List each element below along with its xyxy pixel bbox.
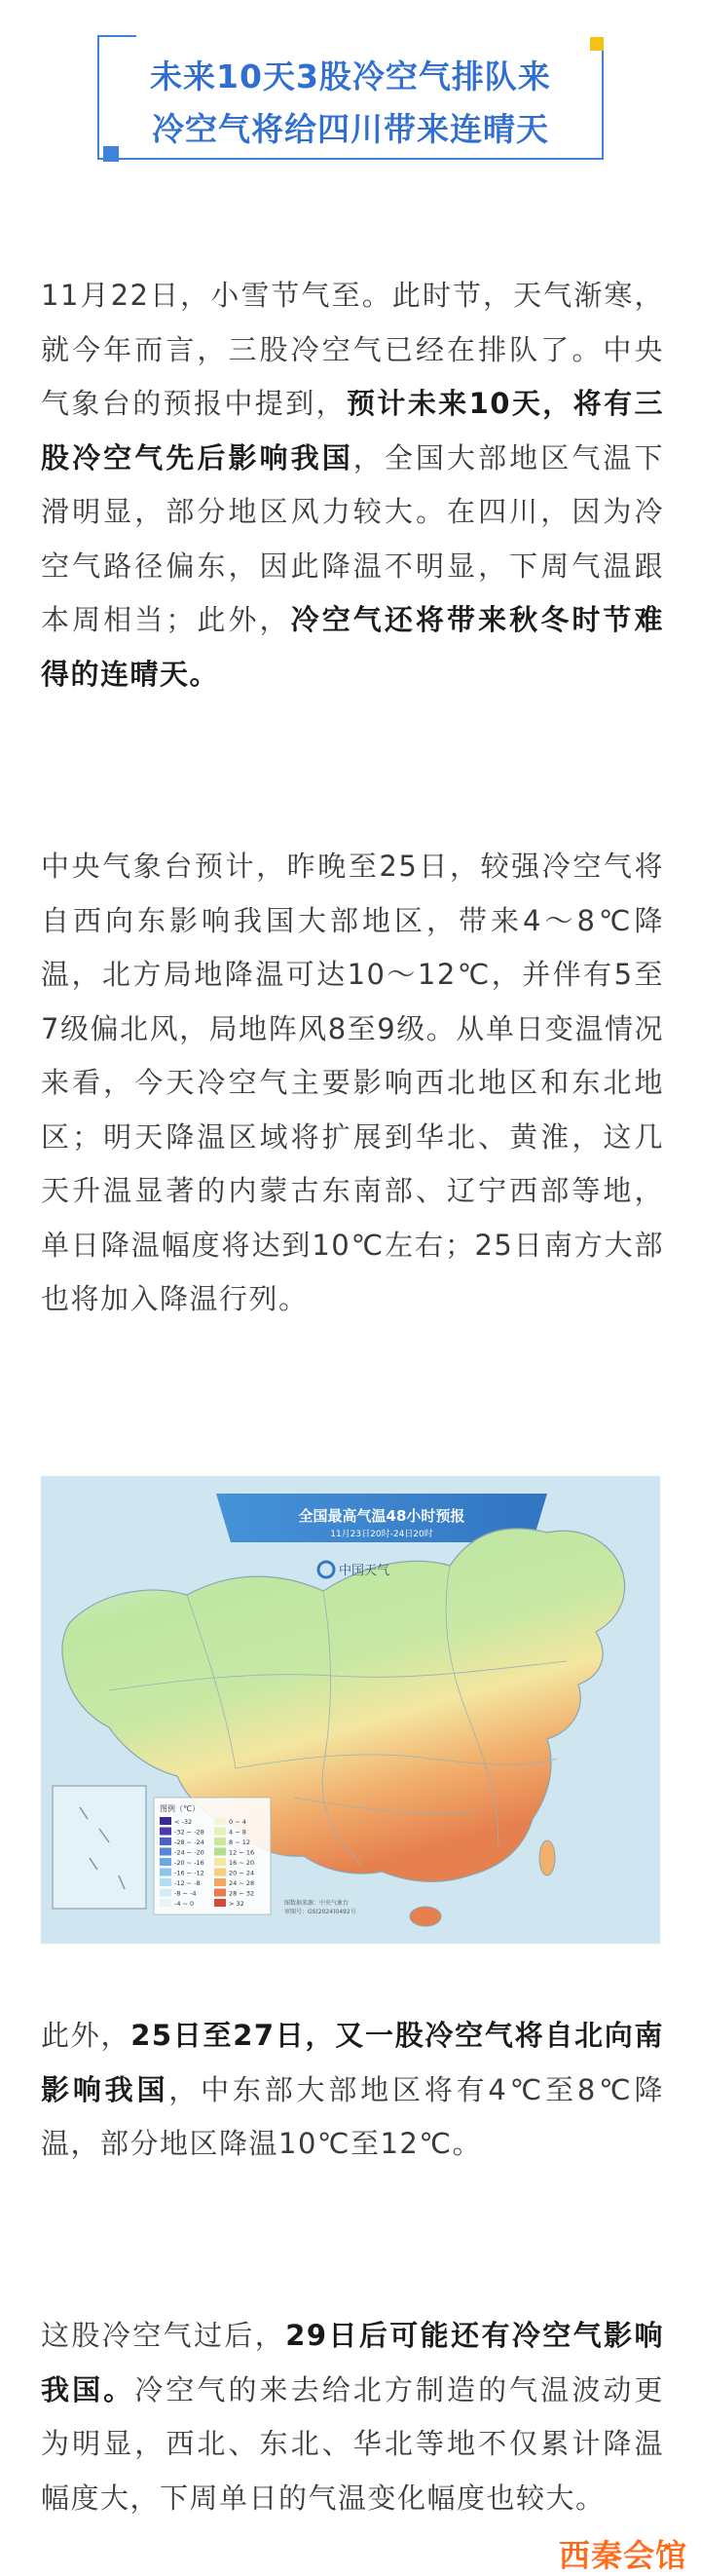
body-text: 这股冷空气过后，	[41, 2319, 286, 2352]
hainan-island	[410, 1907, 441, 1926]
legend-swatch	[214, 1817, 226, 1825]
paragraph-2	[41, 840, 664, 1327]
body-text: ，中东部大部地区将有4℃至8℃降温，部分地区降温10℃至12℃。	[41, 2072, 664, 2160]
legend-swatch	[214, 1878, 226, 1886]
paragraph-3	[41, 2009, 664, 2172]
map-title: 全国最高气温48小时预报	[298, 1507, 465, 1525]
legend-label: -4 ~ 0	[174, 1900, 195, 1908]
legend-swatch	[160, 1858, 171, 1866]
taiwan-island	[539, 1840, 555, 1875]
legend-swatch	[160, 1837, 171, 1845]
legend-swatch	[214, 1889, 226, 1897]
legend-label: -20 ~ -16	[174, 1859, 204, 1867]
legend-swatch	[160, 1899, 171, 1907]
legend-label: > 32	[229, 1900, 244, 1908]
map-footnote-1: 图数据来源：中央气象台	[284, 1900, 350, 1907]
legend-swatch	[214, 1837, 226, 1845]
legend-label: 24 ~ 28	[229, 1879, 255, 1887]
legend-swatch	[160, 1869, 171, 1876]
legend-swatch	[214, 1848, 226, 1856]
legend-swatch	[160, 1817, 171, 1825]
emphasis-text: 预计未来10天，将有三股冷空气先后影响我国	[41, 387, 664, 474]
legend-label: -24 ~ -20	[174, 1848, 204, 1857]
legend-label: 28 ~ 32	[229, 1889, 255, 1898]
legend-label: < -32	[174, 1818, 193, 1826]
legend-label: 4 ~ 8	[229, 1828, 246, 1837]
legend-swatch	[214, 1858, 226, 1866]
body-text: 冷空气的来去给北方制造的气温波动更为明显，西北、东北、华北等地不仅累计降温幅度大，下周单日的气温变化幅度也较大。	[41, 2372, 664, 2515]
legend-label: 8 ~ 12	[229, 1838, 250, 1846]
watermark: 西秦会馆	[558, 2537, 687, 2574]
map-svg	[41, 1476, 660, 1944]
paragraph-1	[41, 269, 664, 701]
legend-swatch	[160, 1878, 171, 1886]
emphasis-text: 29日后可能还有冷空气影响我国。	[41, 2319, 664, 2406]
legend-label: 20 ~ 24	[229, 1869, 255, 1877]
legend-swatch	[214, 1869, 226, 1876]
map-brand: 中国天气	[339, 1564, 390, 1578]
body-text: 此外，	[41, 2019, 131, 2052]
map-footnote-2: 审图号：GS(2024)0492号	[284, 1909, 356, 1915]
emphasis-text: 25日至27日，又一股冷空气将自北向南影响我国	[41, 2019, 664, 2106]
temperature-forecast-map	[41, 1476, 660, 1944]
legend-label: -32 ~ -28	[174, 1828, 204, 1837]
emphasis-text: 冷空气还将带来秋冬时节难得的连晴天。	[41, 603, 664, 691]
legend-swatch	[160, 1848, 171, 1856]
legend-swatch	[214, 1899, 226, 1907]
legend-label: 16 ~ 20	[229, 1859, 255, 1867]
south-sea-inset	[53, 1786, 146, 1909]
legend-title: 图例（℃）	[160, 1804, 200, 1813]
body-text: 11月22日，小雪节气至。此时节，天气渐寒，就今年而言，三股冷空气已经在排队了。中央气象台的预报中提到，	[41, 279, 664, 420]
body-text: 中央气象台预计，昨晚至25日，较强冷空气将自西向东影响我国大部地区，带来4～8℃降温，北方局地降温可达10～12℃，并伴有5至7级偏北风，局地阵风8至9级。从单日变温情况来看，今天冷空气主要影响西北地区和东北地区；明天降温区域将扩展到华北、黄淮，这几天升温显著的内蒙古东南部、辽宁西部等地，单日降温幅度将达到10℃左右；25日南方大部也将加入降温行列。	[41, 850, 664, 1315]
headline-box	[97, 37, 604, 162]
headline-corner-yellow	[590, 37, 604, 51]
legend-label: -16 ~ -12	[174, 1869, 204, 1877]
legend-label: 0 ~ 4	[229, 1818, 246, 1826]
body-text: ，全国大部地区气温下滑明显，部分地区风力较大。在四川，因为冷空气路径偏东，因此降温不明显，下周气温跟本周相当；此外，	[41, 440, 664, 636]
legend-swatch	[214, 1828, 226, 1836]
legend-swatch	[160, 1828, 171, 1836]
paragraph-4	[41, 2309, 664, 2525]
legend-label: -8 ~ -4	[174, 1889, 197, 1898]
legend-label: -28 ~ -24	[174, 1838, 204, 1846]
legend-label: -12 ~ -8	[174, 1879, 201, 1887]
legend-label: 12 ~ 16	[229, 1848, 255, 1857]
headline	[107, 51, 594, 156]
map-subtitle: 11月23日20时-24日20时	[330, 1530, 433, 1539]
legend-swatch	[160, 1889, 171, 1897]
headline-line-2: 冷空气将给四川带来连晴天	[152, 110, 549, 148]
headline-line-1: 未来10天3股冷空气排队来	[150, 57, 551, 95]
